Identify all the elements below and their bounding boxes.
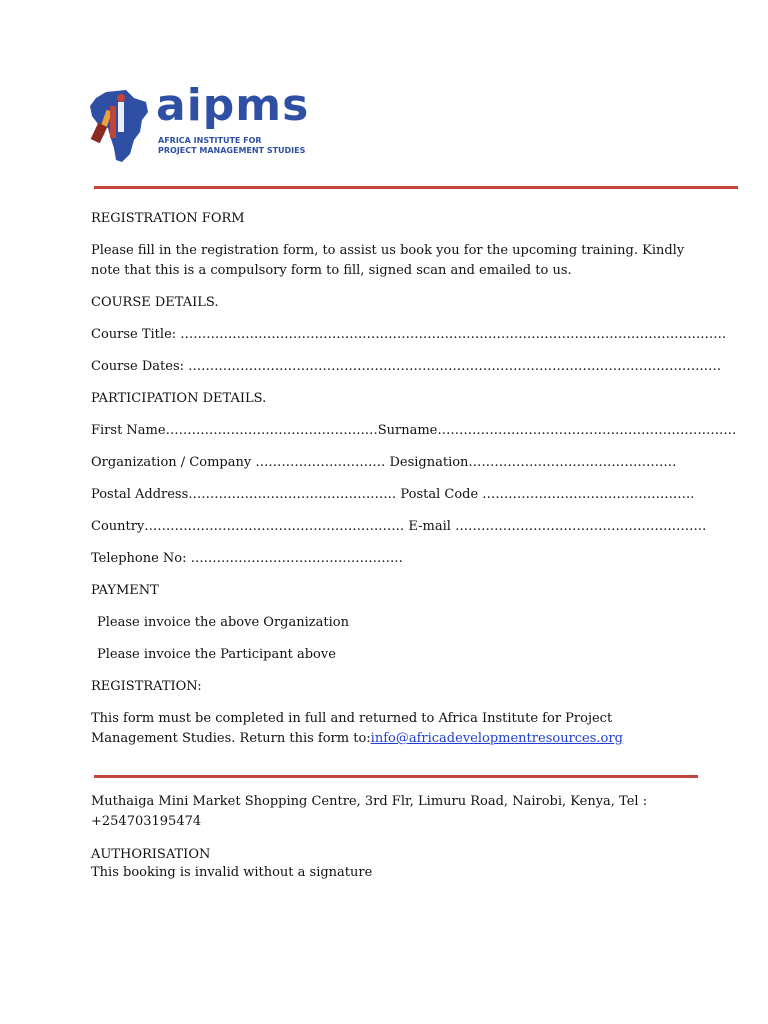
registration-text: This form must be completed in full and returned to Africa Institute for Project Management Studies. Return this form to: (91, 711, 613, 746)
registration-heading: REGISTRATION: (91, 679, 202, 694)
registration-paragraph (91, 709, 691, 749)
logo-wordmark: aipms (156, 80, 310, 131)
postal-field[interactable]: Postal Address………………………………………… Postal Code …………………………………………. (91, 487, 695, 502)
address-line1: Muthaiga Mini Market Shopping Centre, 3rd Flr, Limuru Road, Nairobi, Kenya, Tel : (91, 794, 648, 809)
header-divider (94, 186, 738, 189)
intro-paragraph: Please fill in the registration form, to assist us book you for the upcoming training. Kindly note that this is a compulsory form to fill, signed scan and emailed to us. (91, 243, 685, 278)
aipms-logo (88, 80, 310, 166)
invoice-organization-option[interactable]: Please invoice the above Organization (97, 615, 349, 630)
name-surname-field[interactable]: First Name……………………………………….…Surname…………………………………………………………… (91, 423, 737, 438)
africa-map-icon (88, 88, 150, 166)
country-email-field[interactable]: Country…………………………………………………… E-mail …………………………………………………. (91, 519, 707, 534)
logo-subtitle (158, 136, 308, 156)
email-link[interactable]: info@africadevelopmentresources.org (370, 731, 623, 746)
payment-heading: PAYMENT (91, 583, 159, 598)
telephone-field[interactable]: Telephone No: …………………………………………. (91, 551, 403, 566)
logo-subtitle-line1: AFRICA INSTITUTE FOR (158, 136, 262, 145)
logo-subtitle-line2: PROJECT MANAGEMENT STUDIES (158, 146, 306, 155)
organization-designation-field[interactable]: Organization / Company ………………………… Designation………………………………………… (91, 455, 677, 470)
footer-divider (94, 775, 698, 778)
course-details-heading: COURSE DETAILS. (91, 295, 219, 310)
authorisation-heading: AUTHORISATION (91, 847, 211, 862)
invoice-participant-option[interactable]: Please invoice the Participant above (97, 647, 336, 662)
participation-details-heading: PARTICIPATION DETAILS. (91, 391, 267, 406)
course-dates-field[interactable]: Course Dates: …………………………………………………………………………………………………………… (91, 359, 722, 374)
course-title-field[interactable]: Course Title: ……………………………………………………………………………………………………………… (91, 327, 727, 342)
form-heading: REGISTRATION FORM (91, 211, 245, 226)
address-line2: +254703195474 (91, 814, 202, 829)
signature-note: This booking is invalid without a signature (91, 865, 373, 880)
